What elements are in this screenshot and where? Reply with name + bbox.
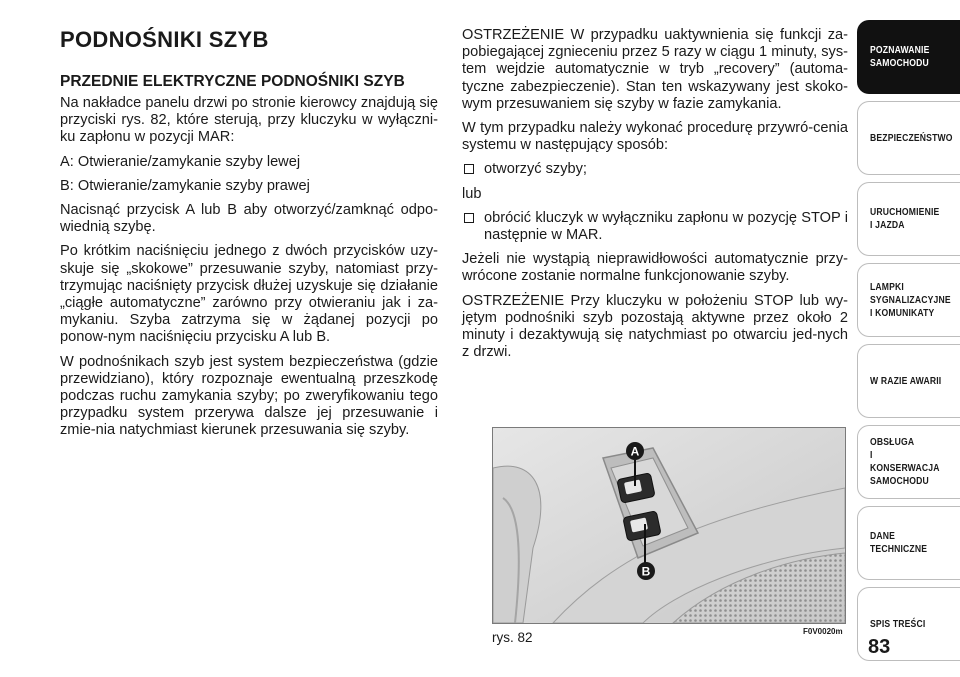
paragraph: W tym przypadku należy wykonać procedurę przywró-cenia systemu w następujący sposób: xyxy=(462,120,848,154)
right-column xyxy=(462,27,848,368)
bullet-item: otworzyć szyby; xyxy=(462,161,848,178)
page-title: PODNOŚNIKI SZYB xyxy=(60,27,269,52)
paragraph: Jeżeli nie wystąpią nieprawidłowości automatycznie przy-wrócone zostanie normalne funkcjonowanie szyby. xyxy=(462,251,848,285)
paragraph: A: Otwieranie/zamykanie szyby lewej xyxy=(60,153,301,170)
label-b: B xyxy=(641,564,651,579)
tab-w-razie-awarii[interactable]: W RAZIE AWARII xyxy=(857,344,960,418)
label-a: A xyxy=(630,444,640,459)
section-heading: PRZEDNIE ELEKTRYCZNE PODNOŚNIKI SZYB xyxy=(60,73,405,90)
figure-caption: rys. 82 xyxy=(492,630,533,645)
warning-paragraph: OSTRZEŻENIE W przypadku uaktywnienia się funkcji za-pobiegającej zgnieceniu przez 5 razy w ciągu 1 minuty, sys-tem wejdzie automatycznie w tryb „recovery” (automa-tyczne zabezpieczenie). Stan ten wskazywany jest skoko-wym przesuwaniem się szyby w fazie zamykania. xyxy=(462,27,848,112)
tab-lampki-sygnalizacyjne[interactable]: LAMPKI SYGNALIZACYJNE I KOMUNIKATY xyxy=(857,263,960,337)
figure-code: F0V0020m xyxy=(803,627,843,636)
paragraph: Na nakładce panelu drzwi po stronie kierowcy znajdują się przyciski rys. 82, które sterują, przy kluczyku w wyłączni-ku zapłonu w pozycji MAR: xyxy=(60,95,438,146)
door-panel-illustration xyxy=(493,428,845,623)
paragraph: Nacisnąć przycisk A lub B aby otworzyć/zamknąć odpo-wiednią szybę. xyxy=(60,202,438,236)
tab-poznawanie-samochodu[interactable]: POZNAWANIE SAMOCHODU xyxy=(857,20,960,94)
tab-spis-tresci[interactable]: SPIS TREŚCI xyxy=(857,587,960,661)
bullet-item: obrócić kluczyk w wyłączniku zapłonu w pozycję STOP i następnie w MAR. xyxy=(462,210,848,244)
paragraph: B: Otwieranie/zamykanie szyby prawej xyxy=(60,177,310,194)
tab-obsluga-i-konserwacja[interactable]: OBSŁUGA I KONSERWACJA SAMOCHODU xyxy=(857,425,960,499)
checkbox-bullet-icon xyxy=(464,213,474,223)
left-column xyxy=(60,73,438,447)
page-number: 83 xyxy=(868,636,891,658)
tab-bezpieczenstwo[interactable]: BEZPIECZEŃSTWO xyxy=(857,101,960,175)
tab-dane-techniczne[interactable]: DANE TECHNICZNE xyxy=(857,506,960,580)
paragraph: lub xyxy=(462,185,482,202)
tab-uruchomienie-i-jazda[interactable]: URUCHOMIENIE I JAZDA xyxy=(857,182,960,256)
paragraph: W podnośnikach szyb jest system bezpieczeństwa (gdzie przewidziano), który rozpoznaje ewentualną przeszkodę podczas ruchu zamykania szyby; po zweryfikowaniu tego przypadku system przerywa dalsze jej przesuwanie i zmie-nia natychmiast kierunek przesuwania się szyby. xyxy=(60,353,438,439)
chapter-sidebar xyxy=(857,20,960,668)
paragraph: Po krótkim naciśnięciu jednego z dwóch przycisków uzy-skuje się „skokowe” przesuwanie szyby, natomiast przy-trzymując naciśnięty przycisk dłużej uzyskuje się działanie „ciągłe automatyczne” zarówno przy otwieraniu jak i za-mykaniu. Szyba zatrzyma się w żądanej pozycji po ponow-nym naciśnięciu przycisku A lub B. xyxy=(60,243,438,346)
checkbox-bullet-icon xyxy=(464,164,474,174)
warning-paragraph: OSTRZEŻENIE Przy kluczyku w położeniu STOP lub wy-jętym podnośniki szyb pozostają aktywne przez około 2 minuty i dezaktywują się natychmiast po otwarciu jed-nych z drzwi. xyxy=(462,292,848,361)
window-switch-figure xyxy=(492,427,846,624)
